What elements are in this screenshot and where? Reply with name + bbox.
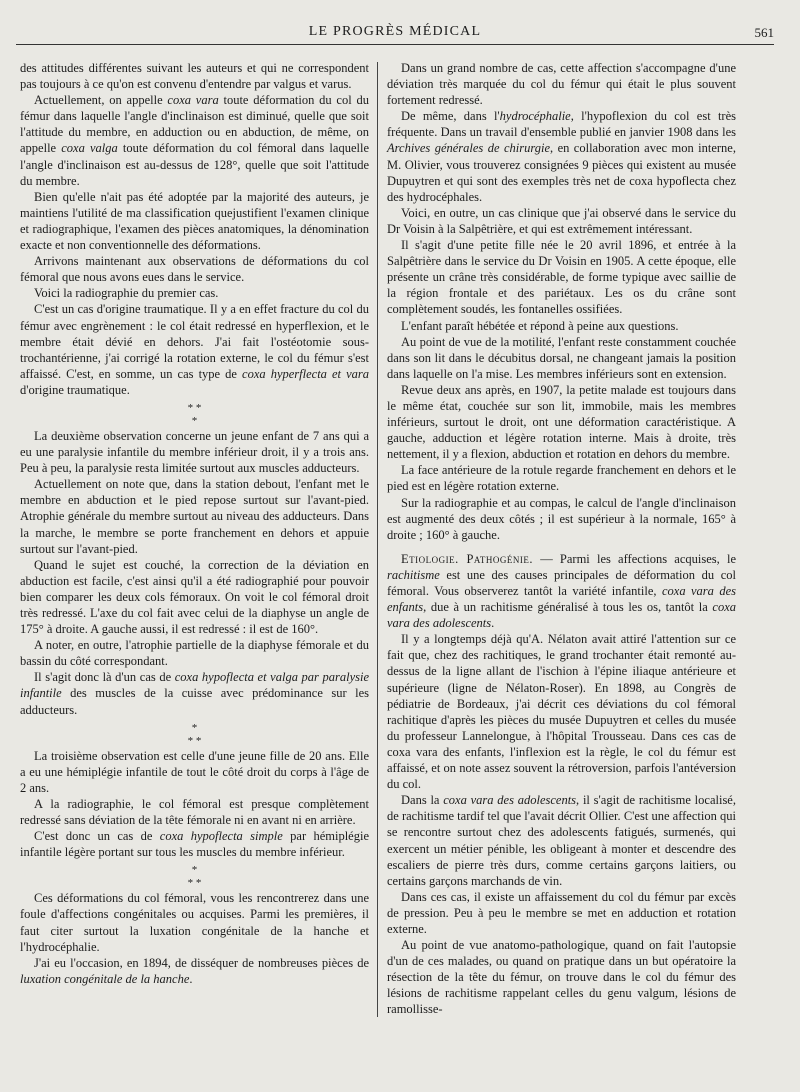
text-run: , en collaboration avec mon interne, M. Olivier, vous trouverez consignées 9 pièces qui existent au musée Dupuytren et qui sont des exemples très net de coxa hypoflecta chez des hydrocéphales. (387, 141, 736, 204)
text-run: Arrivons maintenant aux observations de déformations du col fémoral que nous avons eues dans le service. (20, 254, 369, 285)
paragraph (20, 828, 369, 860)
paragraph (20, 428, 369, 476)
text-run: Dans ces cas, il existe un affaissement du col du fémur par excès de pression. Peu à peu le membre se met en adduction et rotation externe. (387, 889, 736, 936)
paragraph (387, 889, 736, 937)
paragraph (20, 557, 369, 637)
italic-text: coxa vara des adolescents (443, 793, 577, 808)
paragraph (387, 60, 736, 108)
left-column (20, 60, 369, 987)
paragraph (20, 60, 369, 92)
text-run: Il s'agit d'une petite fille née le 20 avril 1896, et entrée à la Salpêtrière dans le service du Dr Voisin en 1905. A cette époque, elle présente un crâne très considérable, de forme typique avec saillie de la région frontale et des pariétaux. Les os du crâne sont complètement soudés, les fontanelles ossifiées. (387, 238, 736, 317)
italic-text: coxa vara (167, 93, 219, 108)
text-run: toute déformation du col du fémur dans laquelle l'angle d'inclinaison est diminué, quelle que soit l'attitude du membre, en adduction ou en abduction, de même, on appelle (20, 93, 369, 156)
asterism-separator: * * * (187, 721, 202, 747)
italic-text: luxation congénitale de la hanche (20, 971, 190, 986)
text-run: Voici la radiographie du premier cas. (34, 286, 219, 301)
text-run: d'origine traumatique. (20, 382, 130, 397)
paragraph (20, 669, 369, 717)
paragraph (387, 334, 736, 382)
text-run: Il y a longtemps déjà qu'A. Nélaton avait attiré l'attention sur ce fait que, chez des rachitiques, le grand trochanter était remonté au-dessus de la ligne allant de l'ischion à l'épine iliaque antérieure et supérieure (ligne de Nélaton-Roser). En 1898, au Congrès de pédiatrie de Bordeaux, j'ai décrit ces déviations du col fémoral rachitique d'après les pièces du musée Dupuytren et celles du musée du professeur Lannelongue, à l'hôpital Trousseau. Dans ces cas de coxa vara des enfants, l'inflexion est la règle, le col du fémur est affaissé, et on note assez souvent la rétroversion, parfois l'antéversion du col. (387, 632, 736, 792)
text-run: Ces déformations du col fémoral, vous les rencontrerez dans une foule d'affections congénitales ou acquises. Parmi les premières, il faut citer surtout la luxation congénitale de la hanche et l'hydrocéphalie. (20, 891, 369, 954)
text-run: des muscles de la cuisse avec prédominance sur les adducteurs. (20, 686, 369, 717)
paragraph (387, 205, 736, 237)
text-run: , due à un rachitisme généralisé à tous les os, tantôt la (423, 600, 713, 615)
italic-text: coxa vara des enfants (387, 584, 737, 615)
text-run: J'ai eu l'occasion, en 1894, de disséquer de nombreuses pièces de (34, 955, 369, 970)
text-run: La face antérieure de la rotule regarde franchement en dehors et le pied est en légère rotation externe. (387, 463, 736, 494)
paragraph (20, 955, 369, 987)
paragraph (387, 382, 736, 462)
paragraph (20, 890, 369, 954)
column-divider (377, 62, 378, 1017)
text-run: , l'hypoflexion du col est très fréquente. Dans un travail d'ensemble publié en janvier 1908 dans les (387, 109, 736, 140)
paragraph (20, 285, 369, 301)
section-paragraph (387, 551, 736, 631)
italic-text: coxa vara des adolescents (387, 600, 736, 631)
paragraph (20, 92, 369, 189)
text-run: Actuellement, on appelle (34, 93, 168, 108)
text-run: Actuellement on note que, dans la station debout, l'enfant met le membre en abduction et le pied repose surtout sur l'avant-pied. Atrophie générale du membre surtout au niveau des adducteurs. Dans la marche, le membre se porte franchement en dehors et appuie surtout sur l'avant-pied. (20, 477, 369, 556)
paragraph (387, 792, 736, 889)
paragraph (387, 462, 736, 494)
paragraph (20, 253, 369, 285)
text-run: La deuxième observation concerne un jeune enfant de 7 ans qui a eu une paralysie infantile du membre inférieur droit, il y a trois ans. Peu à peu, la paralysie resta limitée surtout aux muscles adducteurs. (20, 428, 369, 476)
page-header (16, 22, 774, 45)
paragraph (20, 189, 369, 253)
paragraph (20, 301, 369, 398)
text-run: est une des causes principales de déformation du col fémoral. Vous observerez tantôt la variété infantile, (387, 567, 736, 598)
text-run: . (491, 616, 495, 631)
text-run: par hémiplégie infantile légère portant sur tous les muscles du membre inférieur. (20, 829, 369, 860)
text-run: Dans un grand nombre de cas, cette affection s'accompagne d'une déviation très marquée du col du fémur qui était le plus souvent fortement redressé. (387, 61, 736, 108)
italic-text: coxa hyperflecta et vara (242, 366, 369, 381)
paragraph (387, 237, 736, 317)
text-run: Quand le sujet est couché, la correction de la déviation en abduction est facile, c'est ainsi qu'il a été radiographié pour pouvoir bien comparer les deux cols fémoraux. On voit le col fémoral droit très redressé. L'axe du col fait avec celui de la diaphyse un angle de 175° à droite. A gauche aussi, il est redressé : il est de 160°. (20, 557, 369, 637)
paragraph (20, 476, 369, 556)
text-run: De même, dans l' (401, 109, 500, 124)
right-column (387, 60, 736, 1018)
text-run: Voici, en outre, un cas clinique que j'ai observé dans le service du Dr Voisin à la Salpêtrière, et qui est extrêmement intéressant. (387, 205, 736, 236)
text-run: — Parmi les affections acquises, le (533, 551, 736, 566)
text-run: Bien qu'elle n'ait pas été adoptée par la majorité des auteurs, je maintiens l'utilité de ma classification quejustifient l'examen clinique et radiographique, l'examen des pièces anatomiques, la dénomination exacte et non conventionnelle des déformations. (20, 189, 369, 253)
asterism-separator: * * * (187, 401, 202, 427)
paragraph (387, 495, 736, 543)
text-run: C'est donc un cas de (34, 829, 160, 844)
text-run: toute déformation du col fémoral dans laquelle l'angle d'inclinaison est au-dessus de 128°, quelle que soit l'attitude du membre. (20, 141, 369, 188)
text-run: La troisième observation est celle d'une jeune fille de 20 ans. Elle a eu une hémiplégie infantile de tout le côté droit du corps à l'âge de 2 ans. (20, 748, 369, 795)
text-run: Au point de vue de la motilité, l'enfant reste constamment couchée dans son lit dans le décubitus dorsal, ne changeant jamais la position dans laquelle on l'a mise. Les membres inférieurs sont en extension. (387, 334, 736, 381)
text-run: Au point de vue anatomo-pathologique, quand on fait l'autopsie d'un de ces malades, ou quand on pratique dans un but opératoire la résection de la tête du fémur, on trouve dans le col du fémur des lésions de rachitisme rappelant celles du genu valgum, lésions de ramollisse- (387, 938, 736, 1017)
italic-text: rachitisme (387, 567, 440, 582)
paragraph (387, 318, 736, 334)
text-run: Dans la (401, 793, 444, 808)
text-run: Il s'agit donc là d'un cas de (34, 670, 175, 685)
page-number: 561 (754, 25, 774, 40)
text-run: . (189, 971, 193, 986)
text-run: A la radiographie, le col fémoral est presque complètement redressé sans déviation de la tête fémorale ni en avant ni en arrière. (20, 796, 369, 828)
text-run: A noter, en outre, l'atrophie partielle de la diaphyse fémorale et du bassin du côté correspondant. (20, 638, 369, 669)
italic-text: coxa hypoflecta et valga par paralysie infantile (20, 670, 370, 701)
text-run: des attitudes différentes suivant les auteurs et qui ne correspondent pas toujours à ce qu'on est convenu d'entendre par valgus et varus. (20, 61, 369, 92)
asterism-separator: * * * (187, 864, 202, 890)
running-title: LE PROGRÈS MÉDICAL (308, 24, 482, 39)
text-run: Revue deux ans après, en 1907, la petite malade est toujours dans le même état, couchée sur son lit, immobile, mais les membres inférieurs, surtout le droit, ont une déformation caractéristique. A gauche, adduction et légère rotation interne. Mais à droite, très nettement, il y a flexion, abduction et rotation en dehors du membre. (387, 382, 736, 462)
italic-text: Archives générales de chirurgie (387, 141, 551, 156)
text-run: , il s'agit de rachitisme localisé, de rachitisme tardif tel que l'avait décrit Ollier. C'est une affection qui se rencontre surtout chez des adolescents fatigués, surmenés, qui exercent un métier pénible, les obligeant à monter et descendre des escaliers de pierre très durs, comme certains garçons laitiers, ou certains garçons marchands de vin. (387, 793, 736, 888)
paragraph (20, 637, 369, 669)
text-run: L'enfant paraît hébétée et répond à peine aux questions. (401, 318, 679, 333)
paragraph (387, 937, 736, 1017)
paragraph (387, 631, 736, 792)
italic-text: coxa hypoflecta simple (159, 829, 283, 844)
paragraph (20, 796, 369, 828)
text-run: Sur la radiographie et au compas, le calcul de l'angle d'inclinaison est augmenté des deux côtés ; il est supérieur à la normale, 165° à droite ; 160° à gauche. (387, 495, 736, 542)
section-heading: Etiologie. Pathogénie. (401, 551, 534, 566)
italic-text: coxa valga (61, 141, 118, 156)
paragraph (20, 748, 369, 796)
paragraph (387, 108, 736, 205)
text-run: C'est un cas d'origine traumatique. Il y a en effet fracture du col du fémur avec engrènement : le col était redressé en hyperflexion, et le membre était dévié en dehors. J'ai fait l'ostéotomie sous-trochantérienne, j'ai corrigé la rotation externe, le col du fémur s'est affaissé. C'est, en somme, un cas type de (20, 302, 369, 381)
italic-text: hydrocéphalie (499, 109, 571, 124)
